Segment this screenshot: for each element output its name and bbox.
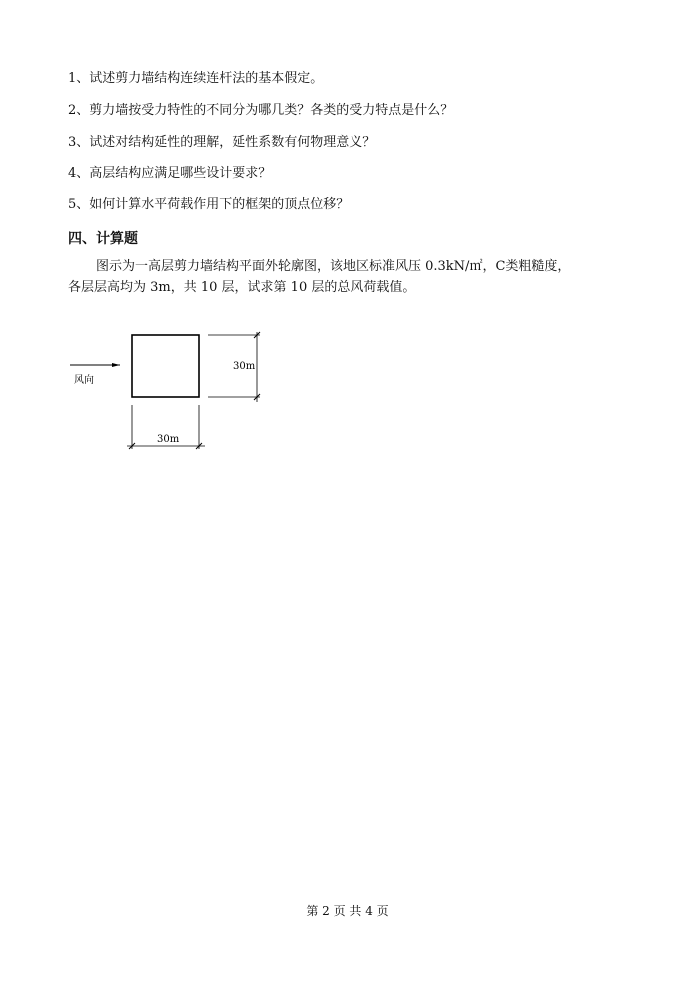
wind-arrowhead [112,363,120,367]
problem-text-line-2: 各层层高均为 3m，共 10 层，试求第 10 层的总风荷载值。 [68,280,416,295]
section-heading: 四、计算题 [68,231,138,247]
building-plan-diagram [60,325,280,460]
building-outline [132,335,199,397]
question-3: 3、试述对结构延性的理解，延性系数有何物理意义？ [68,135,376,150]
wind-direction-label: 风向 [74,375,94,386]
problem-text-line-1: 图示为一高层剪力墙结构平面外轮廓图，该地区标准风压 0.3kN/㎡，C类粗糙度， [96,259,571,274]
question-5: 5、如何计算水平荷载作用下的框架的顶点位移？ [68,197,350,212]
page-footer: 第 2 页 共 4 页 [306,904,389,918]
question-1: 1、试述剪力墙结构连续连杆法的基本假定。 [68,71,324,86]
width-dimension-label: 30m [157,434,180,445]
height-dimension-label: 30m [233,361,256,372]
question-4: 4、高层结构应满足哪些设计要求？ [68,166,272,181]
question-2: 2、剪力墙按受力特性的不同分为哪几类？各类的受力特点是什么？ [68,103,454,118]
